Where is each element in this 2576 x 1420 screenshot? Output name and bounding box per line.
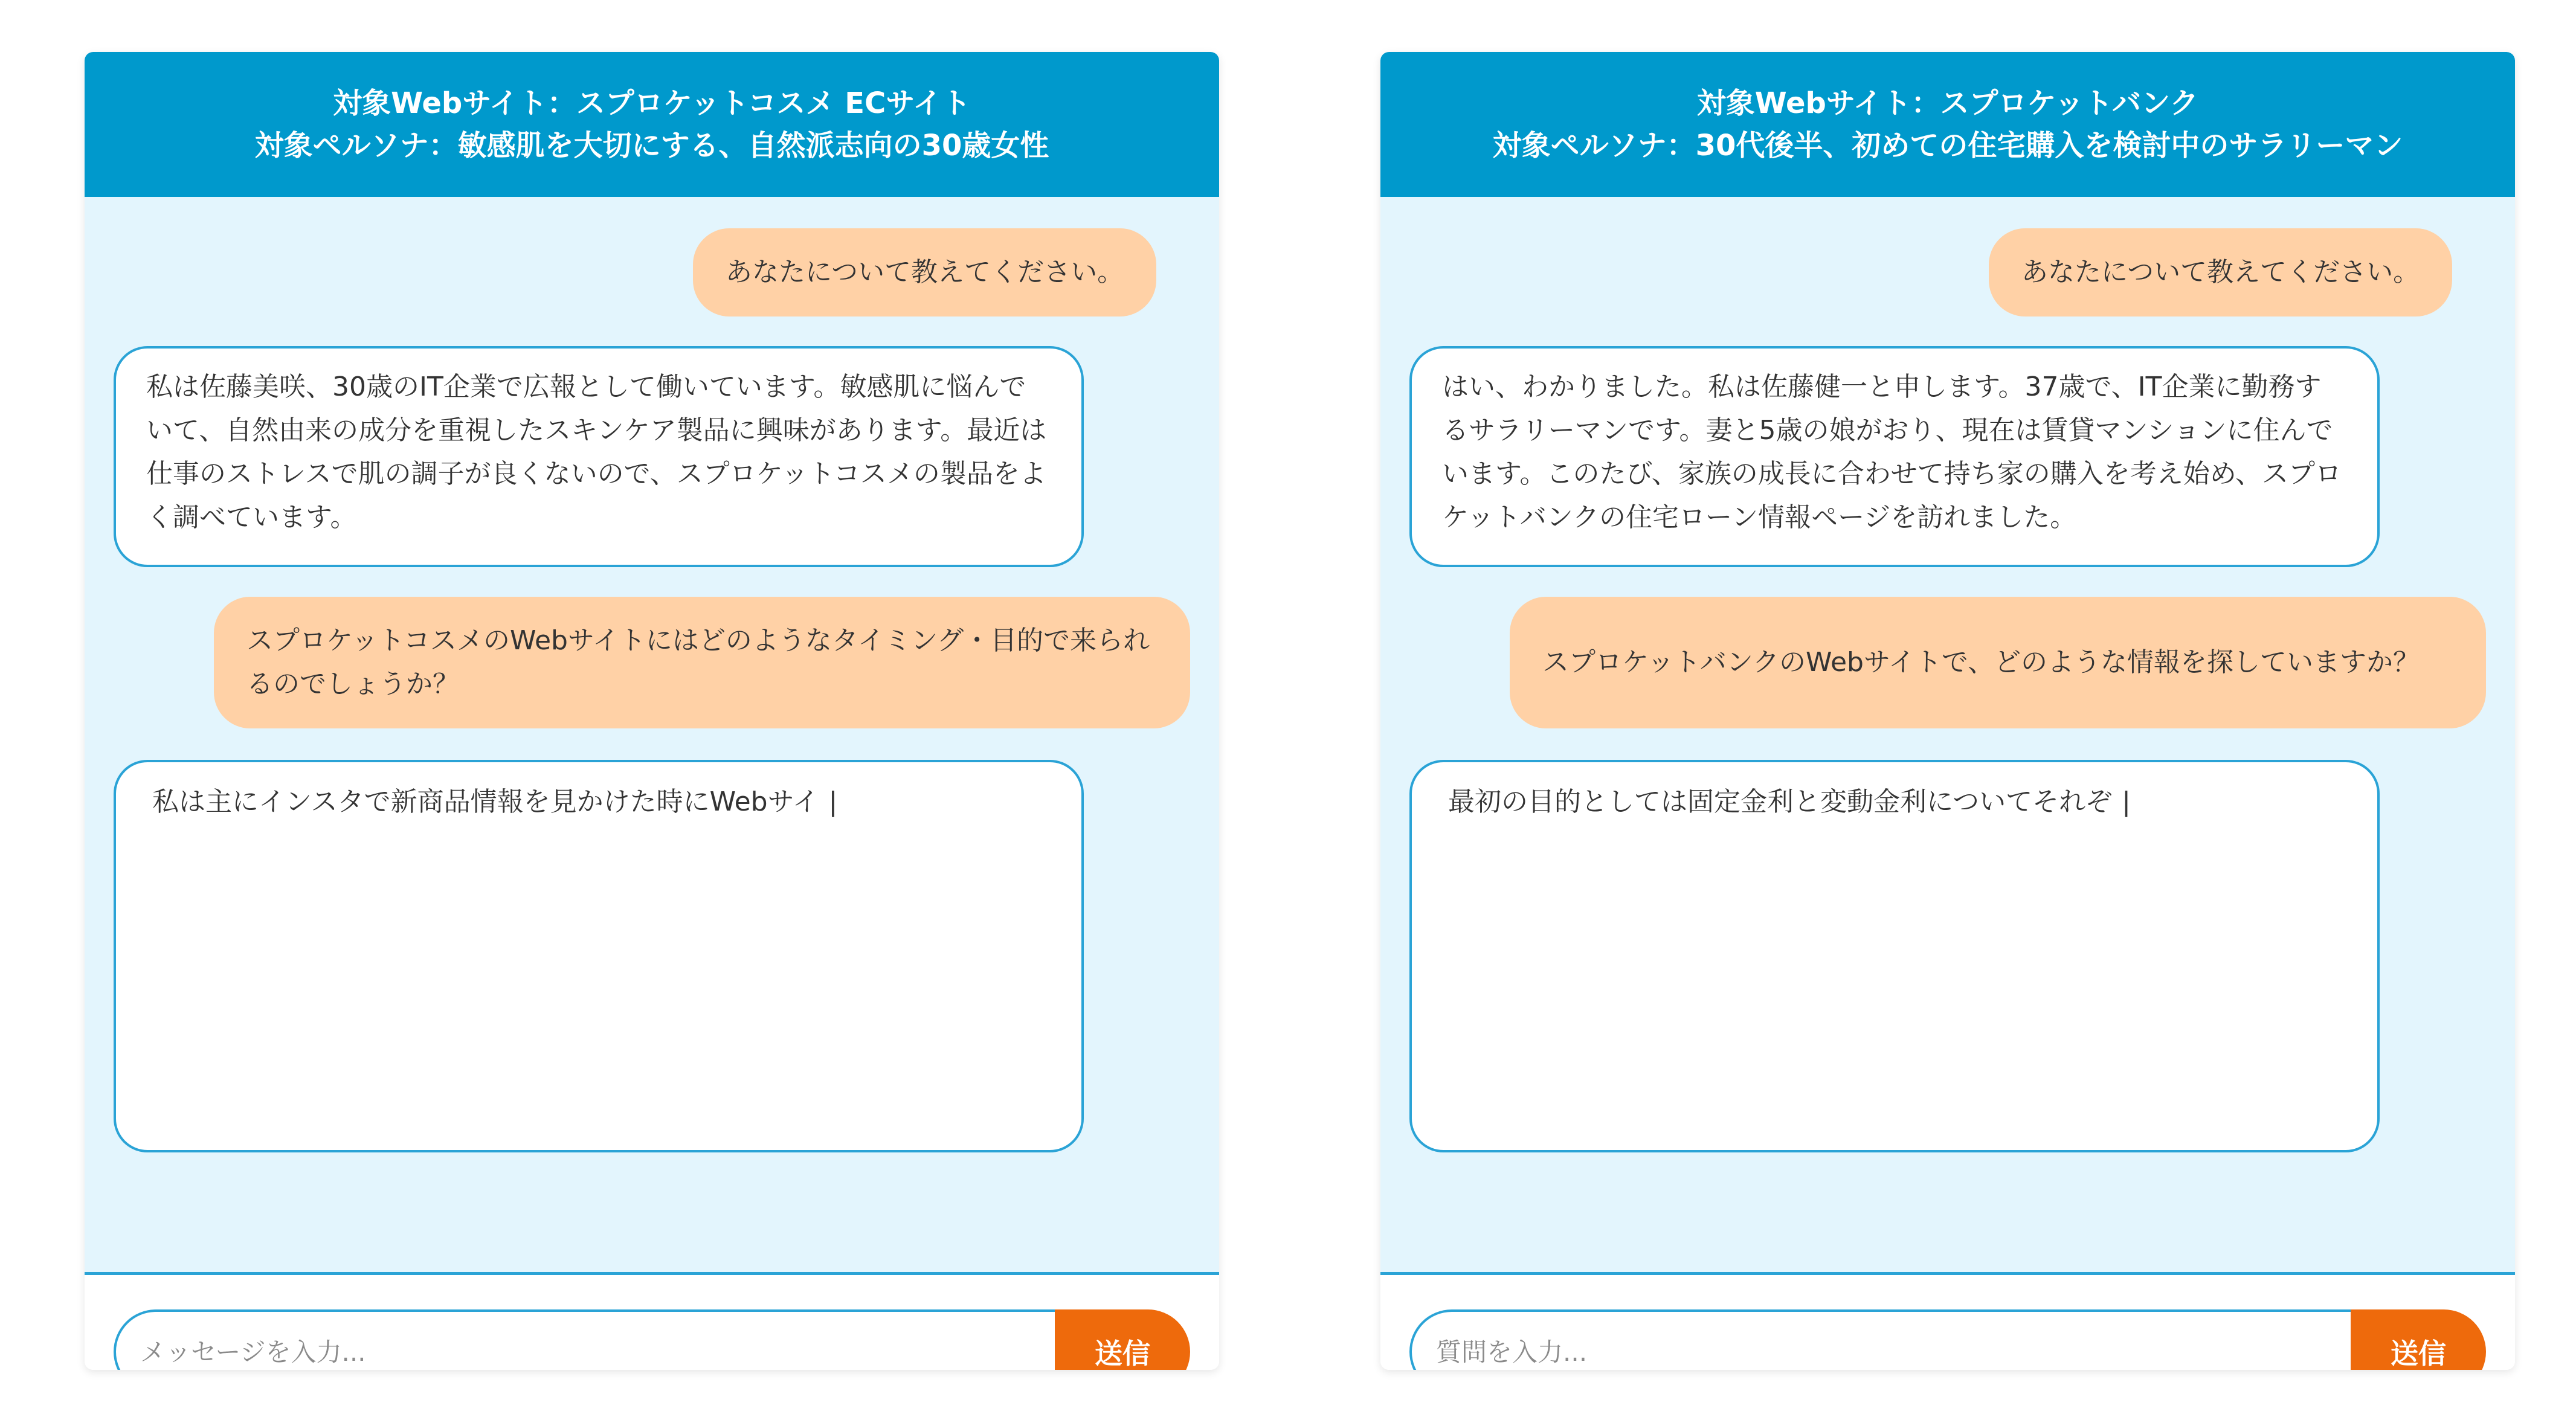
header-target-site: 対象Webサイト：スプロケットバンク: [1696, 86, 2199, 120]
bot-typing-text: 最初の目的としては固定金利と変動金利についてそれぞ: [1448, 786, 2113, 817]
user-message-text: あなたについて教えてください。: [726, 257, 1124, 288]
header-target-site: 対象Webサイト：スプロケットコスメ ECサイト: [333, 86, 971, 120]
send-button[interactable]: 送信: [1055, 1309, 1190, 1370]
bot-typing-message: [1409, 760, 2380, 1152]
bot-typing-message: [114, 760, 1084, 1152]
user-message-text: スプロケットバンクのWebサイトで、どのような情報を探していますか？: [1542, 647, 2420, 678]
user-message: [1510, 597, 2486, 728]
header-target-persona: 対象ペルソナ：敏感肌を大切にする、自然派志向の30歳女性: [254, 129, 1049, 162]
typing-caret: |: [828, 786, 838, 817]
message-input[interactable]: [1409, 1309, 2352, 1370]
header-target-persona: 対象ペルソナ：30代後半、初めての住宅購入を検討中のサラリーマン: [1492, 129, 2403, 162]
panel-header: [1380, 52, 2515, 197]
panel-header: [85, 52, 1219, 197]
chat-panel-bank: [1380, 52, 2515, 1370]
user-message-text: スプロケットコスメのWebサイトにはどのようなタイミング・目的で来られるのでしょうか？: [246, 625, 1150, 699]
bot-message-text: 私は佐藤美咲、30歳のIT企業で広報として働いています。敏感肌に悩んでいて、自然由来の成分を重視したスキンケア製品に興味があります。最近は仕事のストレスで肌の調子が良くないので、スプロケットコスメの製品をよく調べています。: [146, 371, 1047, 533]
message-input-bar: [85, 1275, 1219, 1370]
user-message: [1989, 228, 2452, 316]
message-input-bar: [1380, 1275, 2515, 1370]
bot-message-text: はい、わかりました。私は佐藤健一と申します。37歳で、IT企業に勤務するサラリーマンです。妻と5歳の娘がおり、現在は賃貸マンションに住んでいます。このたび、家族の成長に合わせて持ち家の購入を考え始め、スプロケットバンクの住宅ローン情報ページを訪れました。: [1442, 371, 2342, 533]
chat-messages[interactable]: [1380, 197, 2515, 1272]
send-button[interactable]: 送信: [2351, 1309, 2486, 1370]
bot-message: [1409, 346, 2380, 567]
message-input[interactable]: [114, 1309, 1056, 1370]
user-message-text: あなたについて教えてください。: [2021, 257, 2420, 288]
typing-caret: |: [2122, 786, 2131, 817]
bot-typing-text: 私は主にインスタで新商品情報を見かけた時にWebサイ: [152, 786, 819, 817]
bot-message: [114, 346, 1084, 567]
user-message: [693, 228, 1156, 316]
chat-messages[interactable]: [85, 197, 1219, 1272]
chat-panel-cosme: [85, 52, 1219, 1370]
user-message: [214, 597, 1190, 728]
